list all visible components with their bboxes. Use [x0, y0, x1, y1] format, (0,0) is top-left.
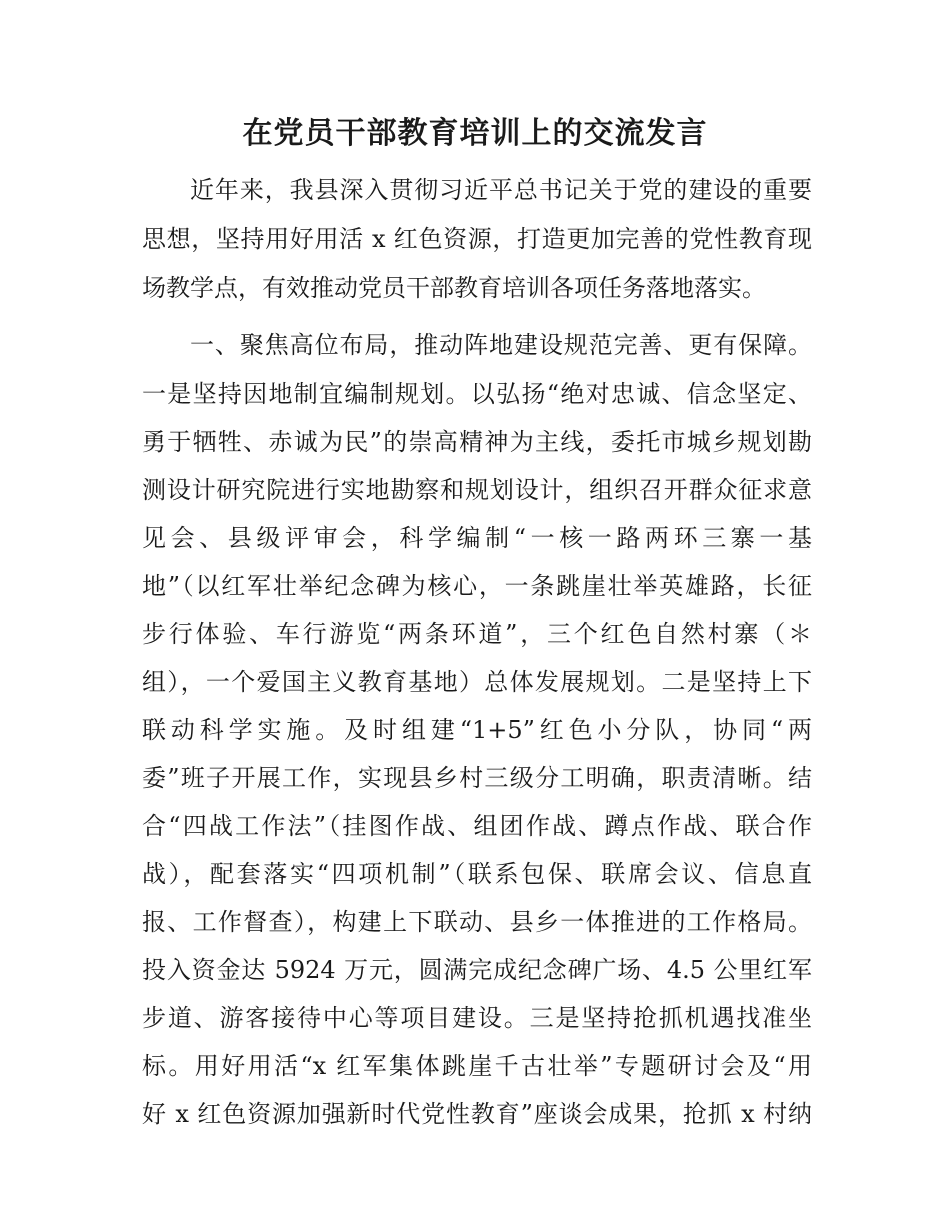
- paragraph-2-line-17: 好 x 红色资源加强新时代党性教育”座谈会成果，抢抓 x 村纳: [142, 1100, 812, 1128]
- paragraph-2-line-11: 合“四战工作法”（挂图作战、组团作战、蹲点作战、联合作: [142, 812, 812, 840]
- paragraph-2-line-13: 报、工作督查），构建上下联动、县乡一体推进的工作格局。: [142, 908, 812, 936]
- document-title: 在党员干部教育培训上的交流发言: [242, 116, 708, 151]
- paragraph-2-line-1: 一、聚焦高位布局，推动阵地建设规范完善、更有保障。: [190, 331, 812, 359]
- paragraph-2-line-5: 见会、县级评审会，科学编制“一核一路两环三寨一基: [142, 524, 812, 552]
- paragraph-2-line-2: 一是坚持因地制宜编制规划。以弘扬“绝对忠诚、信念坚定、: [142, 380, 812, 408]
- paragraph-2-line-14: 投入资金达 5924 万元，圆满完成纪念碑广场、4.5 公里红军: [142, 956, 812, 984]
- paragraph-1-line-2: 思想，坚持用好用活 x 红色资源，打造更加完善的党性教育现: [142, 225, 812, 253]
- paragraph-2-line-3: 勇于牺牲、赤诚为民”的崇高精神为主线，委托市城乡规划勘: [142, 428, 812, 456]
- paragraph-2-line-9: 联动科学实施。及时组建“1+5”红色小分队，协同“两: [142, 716, 812, 744]
- paragraph-2-line-16: 标。用好用活“x 红军集体跳崖千古壮举”专题研讨会及“用: [142, 1052, 812, 1080]
- paragraph-2-line-4: 测设计研究院进行实地勘察和规划设计，组织召开群众征求意: [142, 476, 812, 504]
- paragraph-2-line-7: 步行体验、车行游览“两条环道”，三个红色自然村寨（＊: [142, 620, 812, 648]
- paragraph-2-line-8: 组），一个爱国主义教育基地）总体发展规划。二是坚持上下: [142, 668, 812, 696]
- paragraph-1-line-1: 近年来，我县深入贯彻习近平总书记关于党的建设的重要: [190, 176, 812, 204]
- paragraph-2-line-6: 地”（以红军壮举纪念碑为核心，一条跳崖壮举英雄路，长征: [142, 572, 812, 600]
- paragraph-2-line-10: 委”班子开展工作，实现县乡村三级分工明确，职责清晰。结: [142, 764, 812, 792]
- paragraph-2-line-12: 战），配套落实“四项机制”（联系包保、联席会议、信息直: [142, 860, 812, 888]
- paragraph-1-line-3: 场教学点，有效推动党员干部教育培训各项任务落地落实。: [142, 274, 766, 302]
- paragraph-2-line-15: 步道、游客接待中心等项目建设。三是坚持抢抓机遇找准坐: [142, 1004, 812, 1032]
